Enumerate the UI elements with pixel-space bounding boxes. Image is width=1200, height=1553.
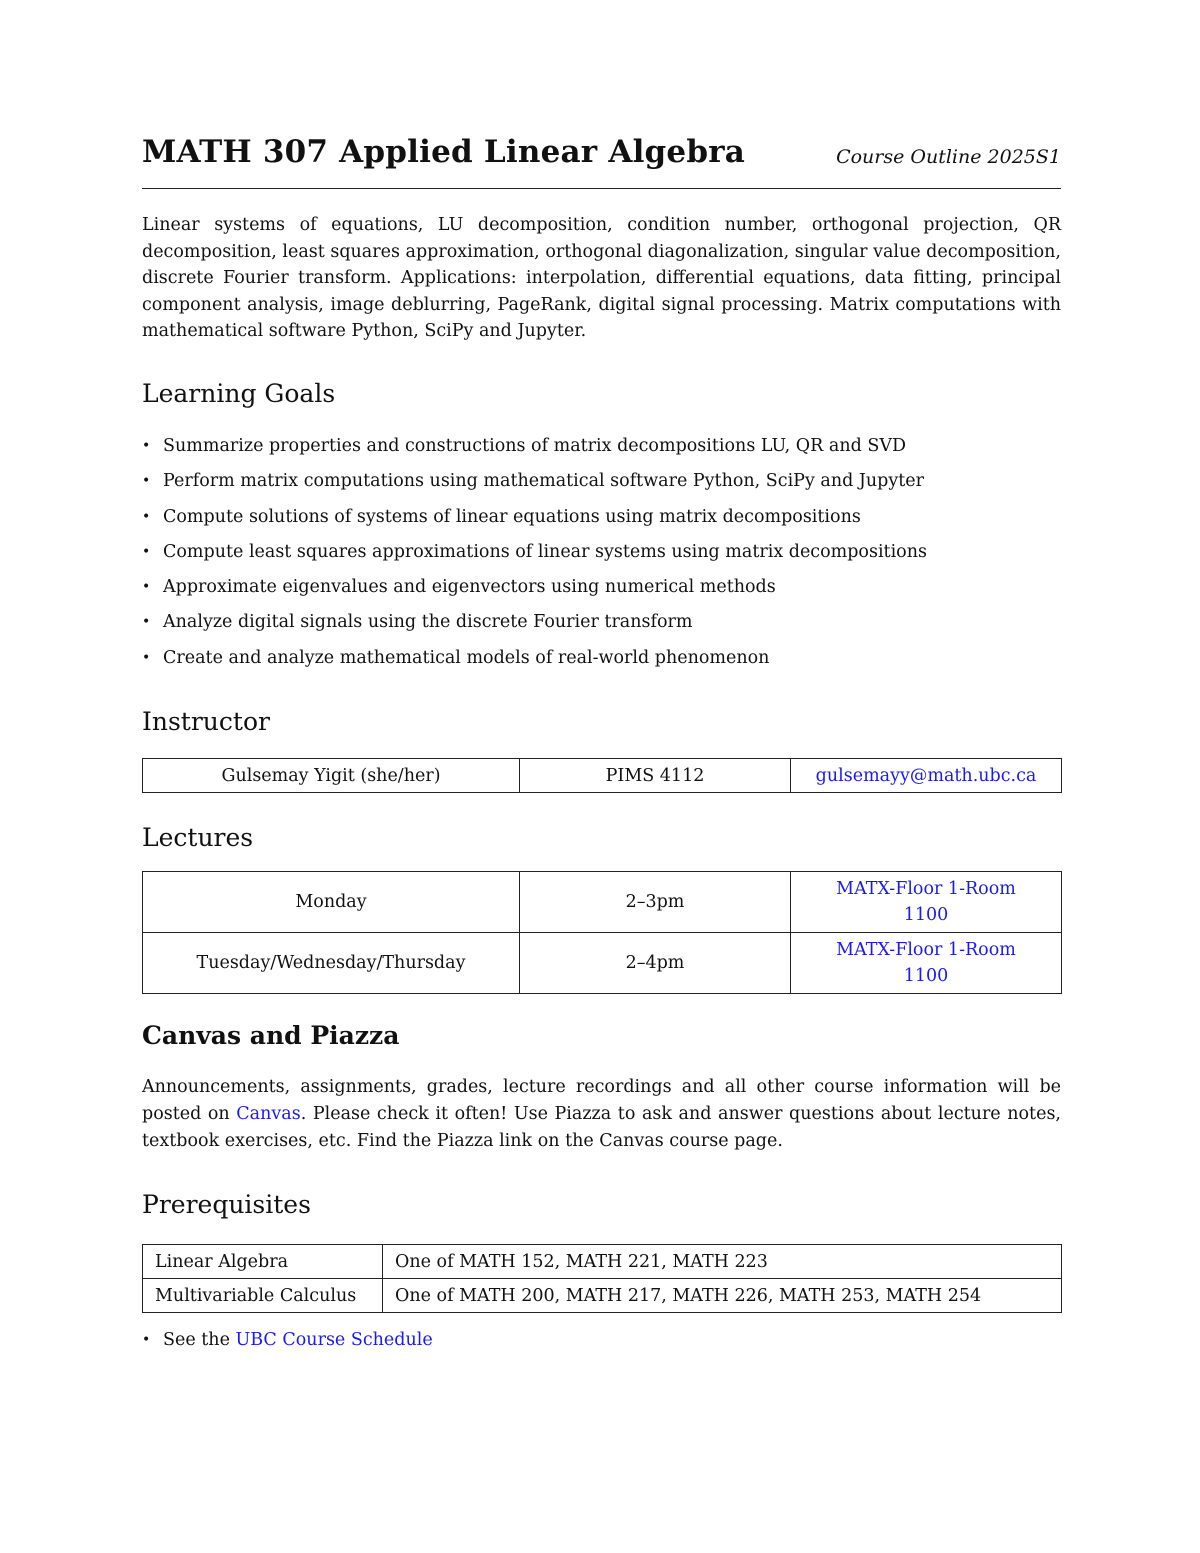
course-description: Linear systems of equations, LU decomposition, condition number, orthogonal projection, QR decomposition, least squares approximation, orthogonal diagonalization, singular value decomposition, discrete Fourier transform. Applications: interpolation, differential equations, data fitting, principal component analysis, image deblurring, PageRank, digital signal processing. Matrix computations with mathematical software Python, SciPy and Jupyter.: [142, 215, 1061, 341]
room-line: 1100: [903, 905, 949, 925]
prerequisites-table: [142, 1244, 1062, 1313]
list-item: [142, 467, 1061, 502]
lectures-table: [142, 871, 1062, 994]
header-divider: [142, 188, 1061, 189]
bullet-icon: •: [142, 579, 151, 596]
instructor-table: [142, 758, 1062, 793]
lecture-day: Monday: [143, 872, 520, 933]
room-line: MATX-Floor 1-Room: [836, 879, 1016, 899]
list-item-text: Compute solutions of systems of linear equations using matrix decompositions: [163, 506, 861, 527]
prereq-subject: Linear Algebra: [143, 1245, 383, 1279]
page-header: [142, 134, 1061, 178]
canvas-piazza-paragraph: [142, 1074, 1061, 1155]
room-line: 1100: [903, 966, 949, 986]
list-item-text: Perform matrix computations using mathematical software Python, SciPy and Jupyter: [163, 471, 925, 492]
bullet-icon: •: [142, 508, 151, 525]
page-title: MATH 307 Applied Linear Algebra: [142, 134, 746, 170]
list-item-text: Compute least squares approximations of linear systems using matrix decompositions: [163, 541, 927, 562]
list-item-text: Summarize properties and constructions of matrix decompositions LU, QR and SVD: [163, 436, 907, 456]
prereq-subject: Multivariable Calculus: [143, 1279, 383, 1313]
list-item: [142, 432, 1061, 467]
course-schedule-link[interactable]: UBC Course Schedule: [235, 1330, 433, 1350]
canvas-text-after: . Please check it often! Use Piazza to ask and answer questions about lecture notes, textbook exercises, etc. Find the Piazza link on the Canvas course page.: [142, 1104, 1061, 1151]
list-item: [142, 573, 1061, 608]
lecture-time: 2–3pm: [520, 872, 791, 933]
canvas-text-before: Announcements, assignments, grades, lecture recordings and all other course information will be posted on: [142, 1077, 1061, 1124]
instructor-email-cell: [791, 759, 1062, 793]
page-subtitle: Course Outline 2025S1: [836, 146, 1061, 168]
canvas-piazza-heading: Canvas and Piazza: [142, 1021, 400, 1050]
prereq-courses: One of MATH 200, MATH 217, MATH 226, MATH 253, MATH 254: [383, 1279, 1062, 1313]
list-item: [142, 608, 1061, 643]
bullet-icon: •: [142, 649, 151, 666]
table-row: [143, 872, 1062, 933]
learning-goals-list: [142, 432, 1061, 679]
bullet-icon: •: [142, 614, 151, 631]
bullet-icon: •: [142, 438, 151, 454]
list-item-text: Approximate eigenvalues and eigenvectors using numerical methods: [163, 577, 776, 598]
instructor-office: PIMS 4112: [520, 759, 791, 793]
table-row: [143, 759, 1062, 793]
list-item: [142, 644, 1061, 679]
instructor-name: Gulsemay Yigit (she/her): [143, 759, 520, 793]
lecture-room-link[interactable]: [836, 940, 1016, 986]
bullet-icon: •: [142, 473, 151, 490]
lecture-time: 2–4pm: [520, 933, 791, 994]
lecture-room-cell: [791, 933, 1062, 994]
list-item: [142, 503, 1061, 538]
lecture-day: Tuesday/Wednesday/Thursday: [143, 933, 520, 994]
see-list: [142, 1326, 433, 1354]
list-item: [142, 1326, 433, 1354]
table-row: [143, 933, 1062, 994]
table-row: [143, 1279, 1062, 1313]
list-item-text: Analyze digital signals using the discrete Fourier transform: [163, 612, 693, 633]
canvas-link[interactable]: Canvas: [236, 1104, 301, 1124]
room-line: MATX-Floor 1-Room: [836, 940, 1016, 960]
bullet-icon: •: [142, 1332, 151, 1348]
list-item: [142, 538, 1061, 573]
instructor-email-link[interactable]: gulsemayy@math.ubc.ca: [815, 765, 1037, 786]
instructor-heading: Instructor: [142, 707, 270, 736]
table-row: [143, 1245, 1062, 1279]
learning-goals-heading: Learning Goals: [142, 379, 336, 408]
prerequisites-heading: Prerequisites: [142, 1190, 311, 1219]
see-prefix: See the: [163, 1330, 236, 1350]
bullet-icon: •: [142, 543, 151, 560]
lectures-heading: Lectures: [142, 823, 254, 852]
lecture-room-cell: [791, 872, 1062, 933]
prereq-courses: One of MATH 152, MATH 221, MATH 223: [383, 1245, 1062, 1279]
lecture-room-link[interactable]: [836, 879, 1016, 925]
list-item-text: Create and analyze mathematical models of real-world phenomenon: [163, 647, 770, 668]
